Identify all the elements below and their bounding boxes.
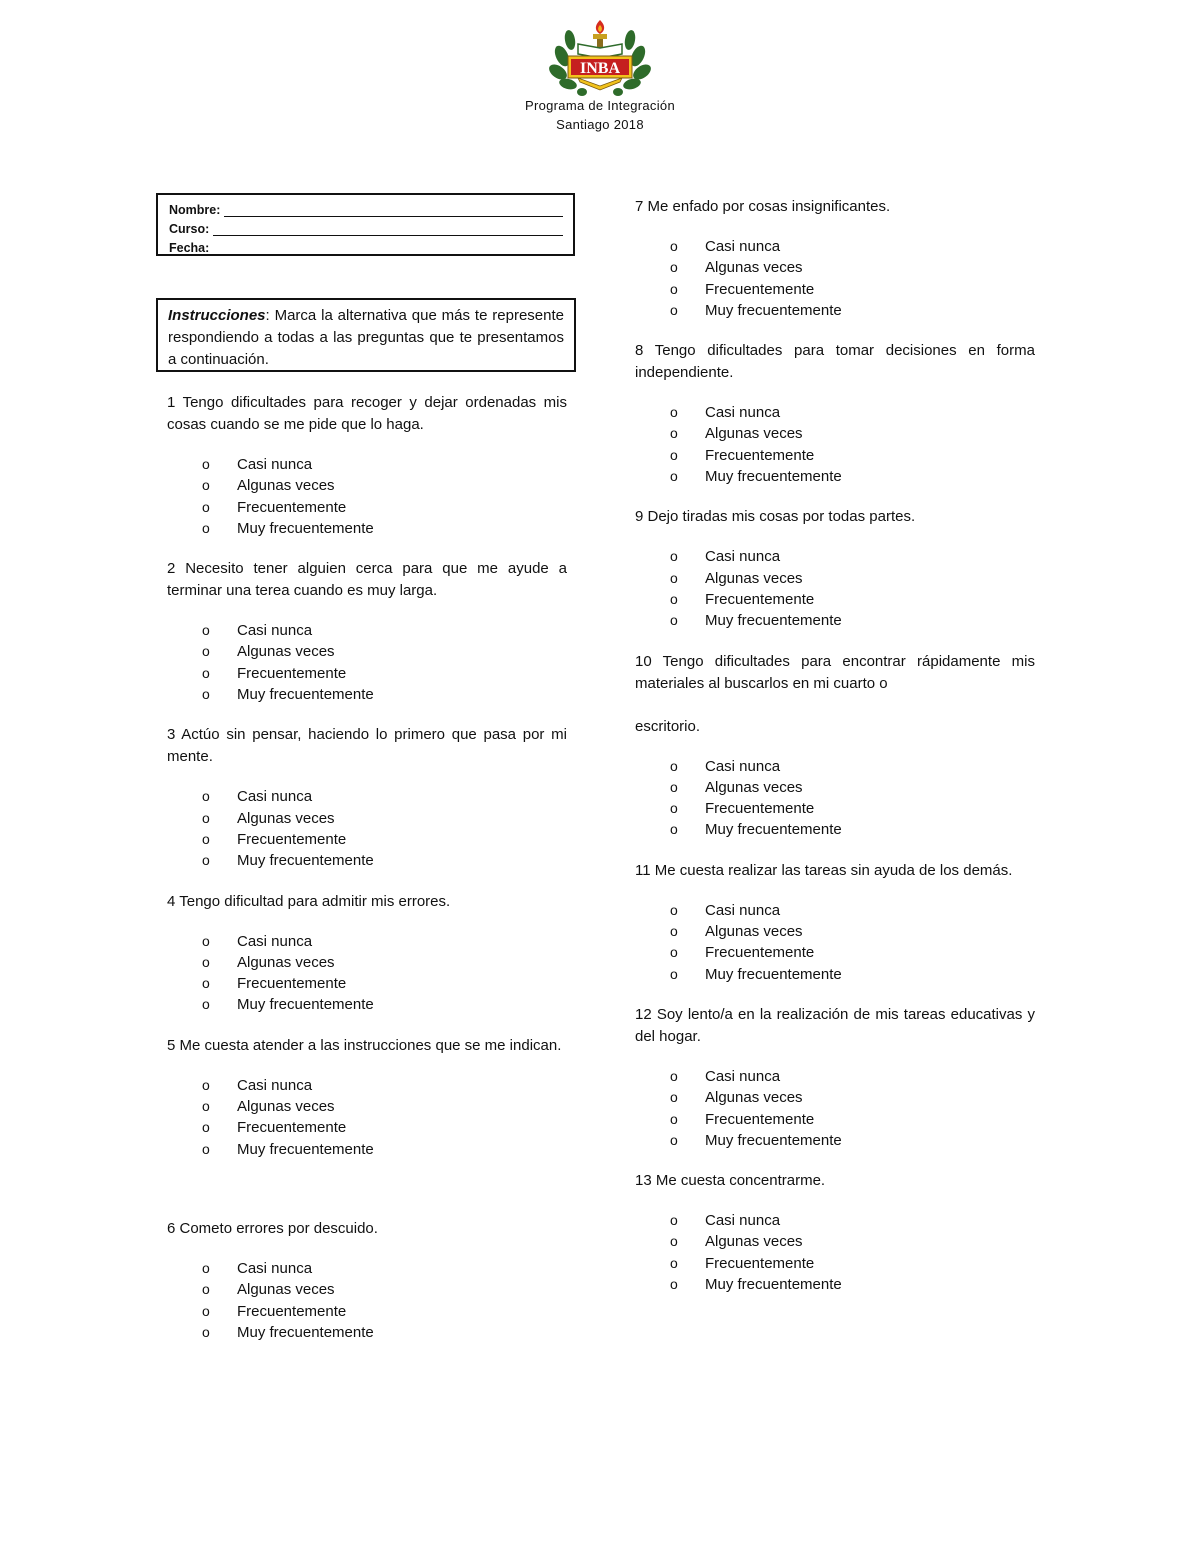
bullet-marker: o xyxy=(670,590,678,607)
option-label: Frecuentemente xyxy=(705,590,815,608)
options-list xyxy=(167,1075,567,1160)
logo-text: INBA xyxy=(579,60,621,77)
school-crest-logo xyxy=(548,18,652,98)
option-item[interactable] xyxy=(635,300,1035,321)
option-label: Frecuentemente xyxy=(237,498,347,516)
question-10 xyxy=(635,651,1035,841)
question-text: 1 Tengo dificultades para recoger y dejar ordenadas mis cosas cuando se me pide que lo haga. xyxy=(167,394,567,433)
option-label: Frecuentemente xyxy=(237,664,347,682)
option-label: Casi nunca xyxy=(705,238,781,255)
option-label: Casi nunca xyxy=(705,901,781,919)
question-text: 3 Actúo sin pensar, haciendo lo primero que pasa por mi mente. xyxy=(167,726,567,766)
option-label: Algunas veces xyxy=(237,809,335,827)
bullet-marker: o xyxy=(202,1323,210,1340)
bullet-marker: o xyxy=(670,468,678,485)
option-label: Muy frecuentemente xyxy=(705,1276,842,1294)
bullet-marker: o xyxy=(670,301,678,318)
question-text: 8 Tengo dificultades para tomar decisiones en forma independiente. xyxy=(635,342,1035,382)
option-label: Frecuentemente xyxy=(237,830,347,848)
option-item[interactable] xyxy=(635,942,1035,963)
options-list xyxy=(167,1258,567,1343)
date-label: Fecha: xyxy=(169,241,210,255)
question-6 xyxy=(167,1218,567,1343)
option-item[interactable] xyxy=(635,798,1035,819)
option-label: Casi nunca xyxy=(705,1212,781,1230)
option-label: Muy frecuentemente xyxy=(705,612,842,630)
question-text: 5 Me cuesta atender a las instrucciones que se me indican. xyxy=(167,1036,562,1054)
option-label: Frecuentemente xyxy=(237,1119,347,1137)
option-item[interactable] xyxy=(635,466,1035,487)
bullet-marker: o xyxy=(202,809,210,826)
option-label: Casi nunca xyxy=(237,1259,313,1277)
option-item[interactable] xyxy=(635,546,1035,567)
bullet-marker: o xyxy=(670,404,678,421)
program-title: Programa de Integración xyxy=(525,98,675,113)
bullet-marker: o xyxy=(670,923,678,940)
question-9 xyxy=(635,506,1035,631)
option-item[interactable] xyxy=(635,777,1035,798)
question-text: 11 Me cuesta realizar las tareas sin ayuda de los demás. xyxy=(635,861,1013,879)
bullet-marker: o xyxy=(202,1098,210,1115)
option-label: Casi nunca xyxy=(237,456,313,473)
option-item[interactable] xyxy=(635,900,1035,921)
option-label: Casi nunca xyxy=(705,548,781,566)
question-text: 2 Necesito tener alguien cerca para que me ayude a terminar una terea cuando es muy larga. xyxy=(167,560,567,600)
option-label: Muy frecuentemente xyxy=(705,965,842,983)
question-13 xyxy=(635,1170,1035,1295)
option-label: Casi nunca xyxy=(705,404,781,422)
option-item[interactable] xyxy=(635,1210,1035,1231)
option-item[interactable] xyxy=(635,610,1035,631)
option-item[interactable] xyxy=(167,850,567,871)
option-label: Muy frecuentemente xyxy=(705,821,842,839)
bullet-marker: o xyxy=(202,686,210,703)
bullet-marker: o xyxy=(202,996,210,1013)
bullet-marker: o xyxy=(670,800,678,817)
option-label: Frecuentemente xyxy=(705,800,815,818)
bullet-marker: o xyxy=(202,830,210,847)
bullet-marker: o xyxy=(670,238,678,254)
options-list xyxy=(635,1210,1035,1295)
bullet-marker: o xyxy=(202,643,210,660)
bullet-marker: o xyxy=(670,446,678,463)
option-label: Algunas veces xyxy=(705,1233,803,1251)
options-list xyxy=(635,1066,1035,1151)
course-line[interactable] xyxy=(213,223,563,236)
option-label: Muy frecuentemente xyxy=(237,996,374,1014)
name-line[interactable] xyxy=(224,204,563,217)
instructions-box xyxy=(156,298,576,372)
question-8 xyxy=(635,340,1035,487)
option-label: Algunas veces xyxy=(705,923,803,941)
options-list xyxy=(635,756,1035,841)
option-item[interactable] xyxy=(167,1279,567,1300)
option-label: Algunas veces xyxy=(237,477,335,495)
option-item[interactable] xyxy=(167,641,567,662)
bullet-marker: o xyxy=(202,975,210,992)
question-2 xyxy=(167,558,567,705)
option-item[interactable] xyxy=(167,952,567,973)
instructions-title: Instrucciones xyxy=(168,307,266,324)
option-item[interactable] xyxy=(167,620,567,641)
option-item[interactable] xyxy=(167,829,567,850)
bullet-marker: o xyxy=(202,852,210,869)
option-item[interactable] xyxy=(635,1274,1035,1295)
option-label: Muy frecuentemente xyxy=(237,1323,374,1341)
option-label: Muy frecuentemente xyxy=(237,686,374,704)
bullet-marker: o xyxy=(670,901,678,918)
option-item[interactable] xyxy=(167,663,567,684)
options-list xyxy=(167,786,567,871)
bullet-marker: o xyxy=(202,1302,210,1319)
bullet-marker: o xyxy=(202,1076,210,1093)
option-label: Casi nunca xyxy=(237,788,313,806)
option-item[interactable] xyxy=(635,445,1035,466)
option-item[interactable] xyxy=(635,402,1035,423)
course-field-row[interactable] xyxy=(169,218,563,236)
option-label: Muy frecuentemente xyxy=(705,301,842,319)
question-7 xyxy=(635,196,1035,321)
bullet-marker: o xyxy=(202,498,210,515)
option-label: Algunas veces xyxy=(705,259,803,277)
option-label: Algunas veces xyxy=(705,569,803,587)
option-item[interactable] xyxy=(167,1117,567,1138)
options-list xyxy=(635,402,1035,487)
question-text: 7 Me enfado por cosas insignificantes. xyxy=(635,198,891,215)
option-label: Muy frecuentemente xyxy=(237,519,374,537)
bullet-marker: o xyxy=(202,1140,210,1157)
option-label: Muy frecuentemente xyxy=(705,468,842,486)
option-label: Frecuentemente xyxy=(237,1302,347,1320)
bullet-marker: o xyxy=(670,1212,678,1229)
option-item[interactable] xyxy=(635,921,1035,942)
question-12 xyxy=(635,1004,1035,1151)
bullet-marker: o xyxy=(202,1119,210,1136)
option-label: Algunas veces xyxy=(705,1089,803,1107)
question-text: 4 Tengo dificultad para admitir mis errores. xyxy=(167,892,451,910)
option-item[interactable] xyxy=(167,1322,567,1343)
option-item[interactable] xyxy=(167,808,567,829)
bullet-marker: o xyxy=(202,622,210,639)
options-list xyxy=(167,454,567,539)
option-label: Algunas veces xyxy=(705,778,803,796)
option-label: Muy frecuentemente xyxy=(237,1140,374,1158)
option-item[interactable] xyxy=(167,1096,567,1117)
option-item[interactable] xyxy=(167,994,567,1015)
question-5 xyxy=(167,1035,567,1160)
option-label: Casi nunca xyxy=(237,622,313,640)
bullet-marker: o xyxy=(202,1259,210,1276)
option-label: Algunas veces xyxy=(237,1098,335,1116)
question-3 xyxy=(167,724,567,871)
bullet-marker: o xyxy=(670,548,678,565)
option-label: Casi nunca xyxy=(705,757,781,775)
option-item[interactable] xyxy=(635,423,1035,444)
option-item[interactable] xyxy=(167,684,567,705)
option-item[interactable] xyxy=(635,589,1035,610)
questions-column-left xyxy=(167,392,567,1362)
instructions-text: : Marca la alternativa que más te represente respondiendo a todas a las preguntas que te presentamos a continuación. xyxy=(168,307,564,368)
date-field-row[interactable] xyxy=(169,237,563,255)
bullet-marker: o xyxy=(670,1254,678,1271)
option-item[interactable] xyxy=(167,1258,567,1279)
bullet-marker: o xyxy=(670,1110,678,1127)
option-item[interactable] xyxy=(635,1231,1035,1252)
option-label: Algunas veces xyxy=(237,953,335,971)
option-item[interactable] xyxy=(635,964,1035,985)
option-item[interactable] xyxy=(635,236,1035,257)
question-4 xyxy=(167,891,567,1016)
bullet-marker: o xyxy=(670,1233,678,1250)
bullet-marker: o xyxy=(202,953,210,970)
option-label: Casi nunca xyxy=(237,932,313,950)
bullet-marker: o xyxy=(670,778,678,795)
question-text: 13 Me cuesta concentrarme. xyxy=(635,1172,826,1190)
bullet-marker: o xyxy=(202,519,210,536)
question-text: 12 Soy lento/a en la realización de mis tareas educativas y del hogar. xyxy=(635,1005,1035,1045)
option-item[interactable] xyxy=(635,568,1035,589)
option-label: Frecuentemente xyxy=(237,975,347,993)
option-label: Algunas veces xyxy=(237,1281,335,1299)
option-item[interactable] xyxy=(635,1130,1035,1151)
option-item[interactable] xyxy=(635,819,1035,840)
bullet-marker: o xyxy=(202,932,210,949)
bullet-marker: o xyxy=(670,944,678,961)
option-label: Frecuentemente xyxy=(705,280,815,298)
name-label: Nombre: xyxy=(169,203,221,217)
question-text: 6 Cometo errores por descuido. xyxy=(167,1219,378,1237)
bullet-marker: o xyxy=(670,821,678,838)
question-1 xyxy=(167,392,567,539)
option-item[interactable] xyxy=(635,1253,1035,1274)
bullet-marker: o xyxy=(202,1281,210,1298)
options-list xyxy=(635,236,1035,321)
option-item[interactable] xyxy=(635,756,1035,777)
option-item[interactable] xyxy=(167,1301,567,1322)
bullet-marker: o xyxy=(202,788,210,805)
bullet-marker: o xyxy=(670,965,678,982)
option-item[interactable] xyxy=(167,786,567,807)
option-item[interactable] xyxy=(167,1139,567,1160)
bullet-marker: o xyxy=(670,757,678,774)
option-item[interactable] xyxy=(167,518,567,539)
option-item[interactable] xyxy=(635,279,1035,300)
option-label: Algunas veces xyxy=(705,425,803,443)
option-item[interactable] xyxy=(635,257,1035,278)
bullet-marker: o xyxy=(670,1276,678,1293)
student-info-box xyxy=(156,193,575,256)
options-list xyxy=(635,546,1035,631)
option-label: Frecuentemente xyxy=(705,1254,815,1272)
bullet-marker: o xyxy=(670,569,678,586)
option-label: Frecuentemente xyxy=(705,944,815,962)
bullet-marker: o xyxy=(670,259,678,276)
question-text: 10 Tengo dificultades para encontrar rápidamente mis materiales al buscarlos en mi cuarto o xyxy=(635,652,1035,692)
name-field-row[interactable] xyxy=(169,199,563,217)
option-label: Frecuentemente xyxy=(705,1110,815,1128)
question-text-continuation: escritorio. xyxy=(635,717,701,735)
questions-column-right xyxy=(635,196,1035,1314)
option-item[interactable] xyxy=(167,497,567,518)
spacer xyxy=(167,1179,567,1218)
question-text: 9 Dejo tiradas mis cosas por todas partes. xyxy=(635,508,916,526)
bullet-marker: o xyxy=(202,456,210,472)
bullet-marker: o xyxy=(670,280,678,297)
bullet-marker: o xyxy=(202,477,210,494)
option-item[interactable] xyxy=(635,1066,1035,1087)
course-label: Curso: xyxy=(169,222,210,236)
bullet-marker: o xyxy=(670,1131,678,1148)
options-list xyxy=(167,620,567,705)
bullet-marker: o xyxy=(670,612,678,629)
option-label: Muy frecuentemente xyxy=(237,852,374,870)
bullet-marker: o xyxy=(202,664,210,681)
question-11 xyxy=(635,860,1035,985)
bullet-marker: o xyxy=(670,1089,678,1106)
options-list xyxy=(635,900,1035,985)
option-label: Algunas veces xyxy=(237,643,335,661)
date-line[interactable] xyxy=(213,242,563,255)
option-item[interactable] xyxy=(167,973,567,994)
options-list xyxy=(167,931,567,1016)
option-label: Casi nunca xyxy=(705,1067,781,1085)
bullet-marker: o xyxy=(670,1067,678,1084)
option-item[interactable] xyxy=(167,1075,567,1096)
program-location-year: Santiago 2018 xyxy=(556,117,644,132)
bullet-marker: o xyxy=(670,425,678,442)
option-item[interactable] xyxy=(635,1109,1035,1130)
option-label: Frecuentemente xyxy=(705,446,815,464)
option-item[interactable] xyxy=(635,1087,1035,1108)
option-label: Casi nunca xyxy=(237,1076,313,1094)
option-item[interactable] xyxy=(167,931,567,952)
option-label: Muy frecuentemente xyxy=(705,1131,842,1149)
option-item[interactable] xyxy=(167,454,567,475)
option-item[interactable] xyxy=(167,475,567,496)
